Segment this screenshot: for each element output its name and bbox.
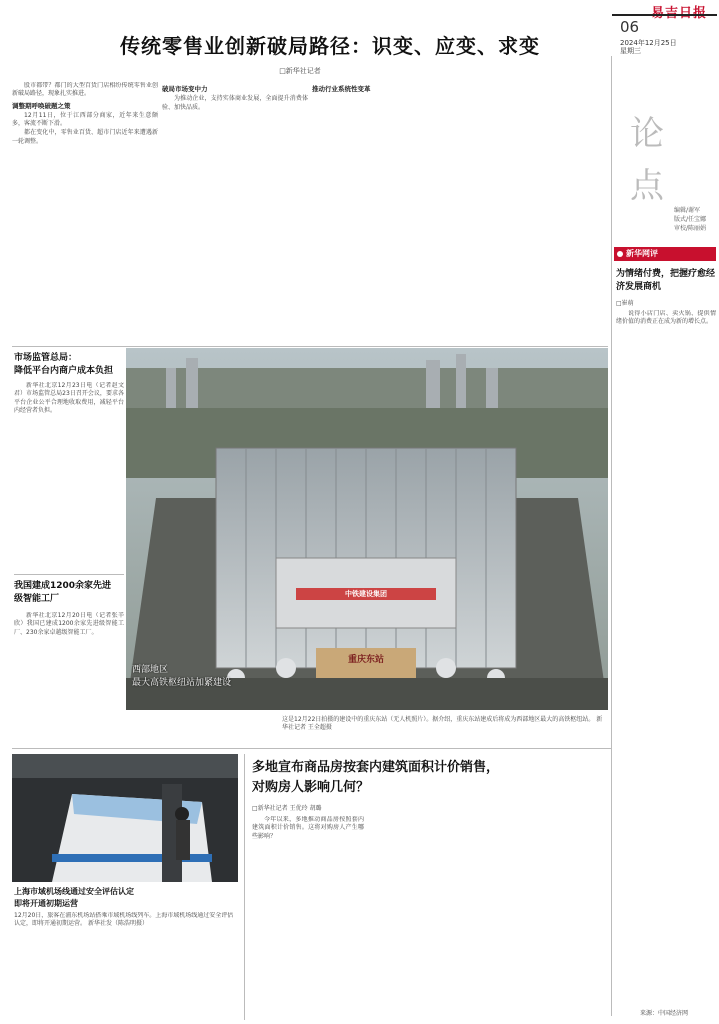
- weekday: 星期三: [620, 47, 641, 55]
- train-title: 上海市域机场线通过安全评估认定 即将开通初期运营: [14, 887, 134, 908]
- commentary-headline: 为情绪付费，把握疗愈经济发展商机: [616, 269, 716, 292]
- main-headline: 传统零售业创新破局路径：识变、应变、求变: [120, 34, 540, 58]
- bottom-article-col-2: [370, 816, 482, 1018]
- station-photo: [126, 348, 608, 710]
- brief2-title: 我国建成1200余家先进 级智能工厂: [14, 581, 112, 604]
- brief1-title: 市场监管总局： 降低平台内商户成本负担: [14, 353, 114, 376]
- train-caption: 12月20日，旅客在浦东机场站搭乘市域机场线列车。上海市域机场线通过安全评估认定，即将开通初期运营。 新华社发（陈浩明摄）: [14, 912, 234, 927]
- station-sign: 重庆东站: [347, 655, 384, 665]
- main-article-col-2: 破局市场变中力 为推动企业，支持实体商业发展，全面提升消费体验、加快品质。: [162, 85, 308, 111]
- bottom-article-col-3: [488, 816, 608, 1018]
- brief2-text: 新华社北京12月20日电（记者张辛欣）我国已建成1200余家先进级智能工厂、230余家卓越级智能工厂。: [14, 612, 124, 636]
- main-article-col-4: [462, 82, 608, 342]
- luntan-column-header: 论 点 编辑/谢军 版式/任宝娜 审校/陈丽娟: [630, 114, 707, 232]
- main-byline: □新华社记者: [279, 67, 321, 75]
- bottom-article-col-1: 今年以来，多地推动商品房按照套内建筑面积计价销售。这将对购房人产生哪些影响？: [252, 816, 364, 840]
- page-number: 06: [620, 18, 640, 36]
- main-article-col-1: 股市都带？都门的大型百货门店相纷传统零售业创新破局路径，现象扎实推进。 调整期呼唤破题之策 12月11日，位于江西部分商家，近年来生意颇多，客流不断下滑。 都在变化中，零售业百货、超市门店近年来遭遇新一轮调整。: [12, 82, 158, 145]
- issue-date: 2024年12月25日: [620, 39, 677, 47]
- banner-text: 中铁建设集团: [345, 590, 387, 598]
- brief1-text: 新华社北京12月23日电（记者赵文君）市场监管总局23日召开会议，要求各平台企业公平合理地收取费用，减轻平台内经营者负担。: [14, 382, 124, 414]
- bottom-headline: 多地宣布商品房按套内建筑面积计价销售， 对购房人影响几何？: [252, 760, 500, 795]
- photo-title: 西部地区 最大高铁枢纽站加紧建设: [132, 665, 232, 688]
- header-rule: [612, 14, 717, 16]
- xinhua-tag: 新华网评: [614, 247, 716, 261]
- commentary-byline: □崔萌: [616, 300, 634, 307]
- commentary-source: 来源：中国经济网: [640, 1010, 689, 1017]
- station-caption: 这是12月22日拍摄的建设中的重庆东站（无人机照片）。据介绍，重庆东站建成后将成为西部地区最大的高铁枢纽站。 新华社记者 王全超摄: [282, 716, 603, 731]
- luntan-credits: 编辑/谢军 版式/任宝娜 审校/陈丽娟: [674, 207, 707, 232]
- train-photo: [12, 754, 238, 882]
- commentary-text: 说得小店门店、卖火锅、提供情绪价值的消费正在成为新的增长点。: [616, 310, 716, 326]
- masthead: [651, 2, 707, 21]
- main-article-col-3: 推动行业系统性变革: [312, 85, 371, 93]
- bottom-byline: □新华社记者 王优玲 胡璐: [252, 805, 322, 812]
